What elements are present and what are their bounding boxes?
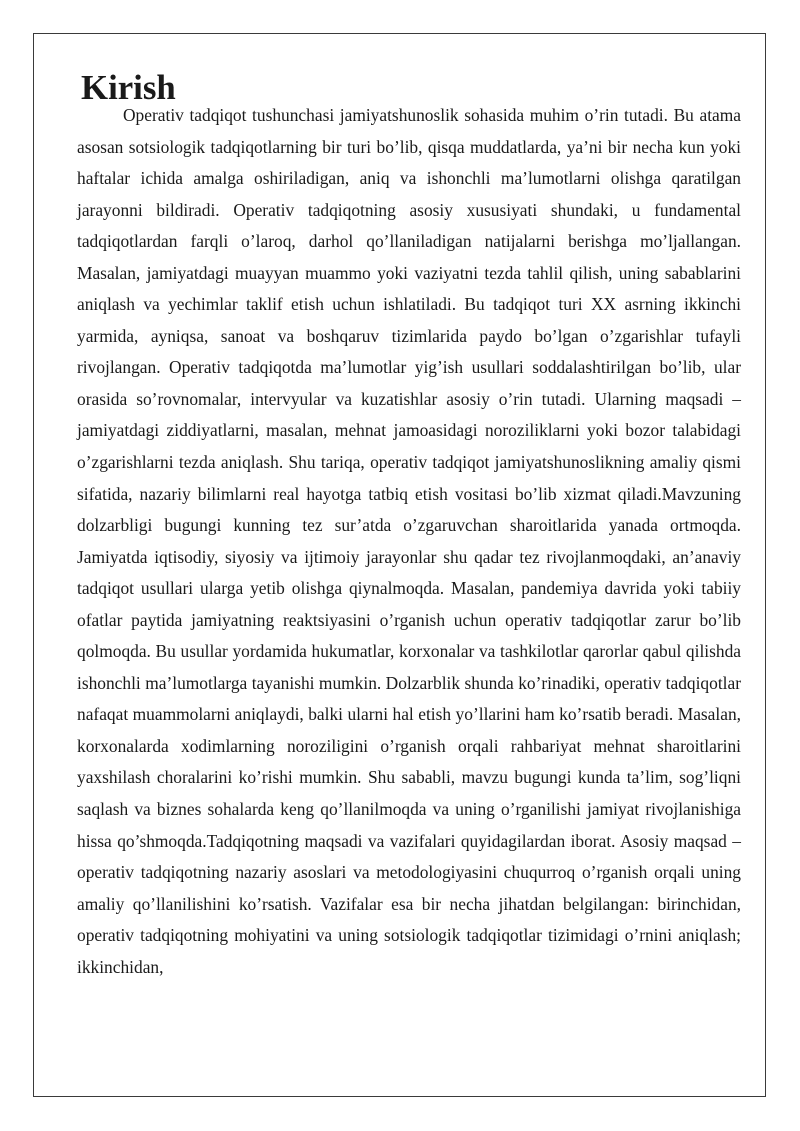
body-paragraph: Operativ tadqiqot tushunchasi jamiyatshunoslik sohasida muhim o’rin tutadi. Bu atama asosan sotsiologik tadqiqotlarning bir turi bo’lib, qisqa muddatlarda, ya’ni bir necha kun yoki haftalar ichida amalga oshiriladigan, aniq va ishonchli ma’lumotlarni olishga qaratilgan jarayonni bildiradi. Operativ tadqiqotning asosiy xususiyati shundaki, u fundamental tadqiqotlardan farqli o’laroq, darhol qo’llaniladigan natijalarni berishga mo’ljallangan. Masalan, jamiyatdagi muayyan muammo yoki vaziyatni tezda tahlil qilish, uning sabablarini aniqlash va yechimlar taklif etish uchun ishlatiladi. Bu tadqiqot turi XX asrning ikkinchi yarmida, ayniqsa, sanoat va boshqaruv tizimlarida paydo bo’lgan o’zgarishlar tufayli rivojlangan. Operativ tadqiqotda ma’lumotlar yig’ish usullari soddalashtirilgan bo’lib, ular orasida so’rovnomalar, intervyular va kuzatishlar asosiy o’rin tutadi. Ularning maqsadi – jamiyatdagi ziddiyatlarni, masalan, mehnat jamoasidagi noroziliklarni yoki bozor talabidagi o’zgarishlarni tezda aniqlash. Shu tariqa, operativ tadqiqot jamiyatshunoslikning amaliy qismi sifatida, nazariy bilimlarni real hayotga tatbiq etish vositasi bo’lib xizmat qiladi.Mavzuning dolzarbligi bugungi kunning tez sur’atda o’zgaruvchan sharoitlarida yanada ortmoqda. Jamiyatda iqtisodiy, siyosiy va ijtimoiy jarayonlar shu qadar tez rivojlanmoqdaki, an’anaviy tadqiqot usullari ularga yetib olishga qiynalmoqda. Masalan, pandemiya davrida yoki tabiiy ofatlar paytida jamiyatning reaktsiyasini o’rganish uchun operativ tadqiqotlar zarur bo’lib qolmoqda. Bu usullar yordamida hukumatlar, korxonalar va tashkilotlar qarorlar qabul qilishda ishonchli ma’lumotlarga tayanishi mumkin. Dolzarblik shunda ko’rinadiki, operativ tadqiqotlar nafaqat muammolarni aniqlaydi, balki ularni hal etish yo’llarini ham ko’rsatib beradi. Masalan, korxonalarda xodimlarning noroziligini o’rganish orqali rahbariyat mehnat sharoitlarini yaxshilash choralarini ko’rishi mumkin. Shu sababli, mavzu bugungi kunda ta’lim, sog’liqni saqlash va biznes sohalarda keng qo’llanilmoqda va uning o’rganilishi jamiyat rivojlanishiga hissa qo’shmoqda.Tadqiqotning maqsadi va vazifalari quyidagilardan iborat. Asosiy maqsad – operativ tadqiqotning nazariy asoslari va metodologiyasini chuqurroq o’rganish orqali uning amaliy qo’llanilishini ko’rsatish. Vazifalar esa bir necha jihatdan belgilangan: birinchidan, operativ tadqiqotning mohiyatini va uning sotsiologik tadqiqotlar tizimidagi o’rnini aniqlash; ikkinchidan,	[77, 105, 741, 977]
section-heading: Kirish	[81, 68, 176, 107]
document-body	[77, 68, 741, 983]
